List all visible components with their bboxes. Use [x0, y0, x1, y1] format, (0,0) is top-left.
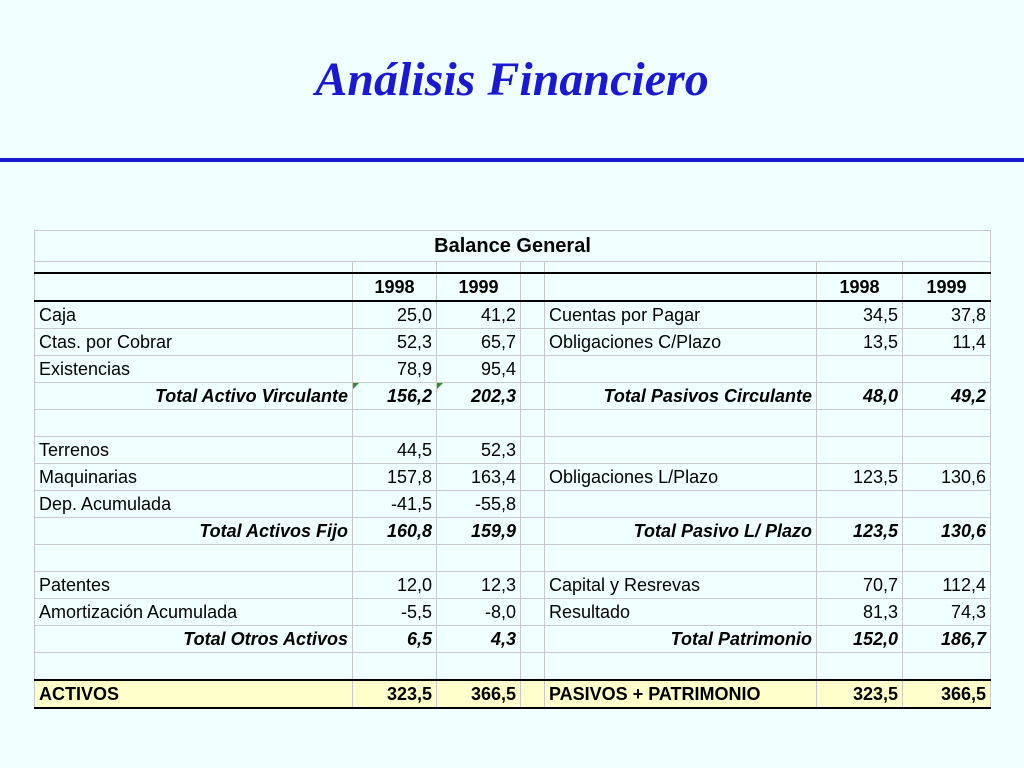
row-label: Total Activo Virculante [35, 383, 353, 410]
table-caption: Balance General [35, 231, 991, 262]
table-row [35, 356, 991, 383]
row-label: Total Patrimonio [545, 626, 817, 653]
row-label: Amortización Acumulada [35, 599, 353, 626]
row-label: Total Activos Fijo [35, 518, 353, 545]
grand-total-row [35, 680, 991, 708]
value-1998: 70,7 [817, 572, 903, 599]
value-1999: 11,4 [903, 329, 991, 356]
row-label: Total Pasivos Circulante [545, 383, 817, 410]
value-1998: 78,9 [353, 356, 437, 383]
value-1999: 65,7 [437, 329, 521, 356]
value-1999: 163,4 [437, 464, 521, 491]
row-label: Obligaciones C/Plazo [545, 329, 817, 356]
value-1998: -5,5 [353, 599, 437, 626]
row-label: Cuentas por Pagar [545, 301, 817, 329]
spacer-row [35, 262, 991, 274]
page-title: Análisis Financiero [315, 53, 709, 106]
value-1999: 4,3 [437, 626, 521, 653]
row-label: Obligaciones L/Plazo [545, 464, 817, 491]
value-1998: 6,5 [353, 626, 437, 653]
value-1998: 81,3 [817, 599, 903, 626]
row-label: Existencias [35, 356, 353, 383]
value-1998: 160,8 [353, 518, 437, 545]
table-caption-row [35, 231, 991, 262]
value-1998: 25,0 [353, 301, 437, 329]
balance-sheet-table [34, 230, 991, 709]
value-1998: 157,8 [353, 464, 437, 491]
row-label: Terrenos [35, 437, 353, 464]
value-1998: 323,5 [817, 680, 903, 708]
value-1998: 34,5 [817, 301, 903, 329]
row-label: PASIVOS + PATRIMONIO [545, 680, 817, 708]
row-label: Capital y Resrevas [545, 572, 817, 599]
row-label: Maquinarias [35, 464, 353, 491]
value-1999: 186,7 [903, 626, 991, 653]
row-label: Caja [35, 301, 353, 329]
value-1999: 41,2 [437, 301, 521, 329]
value-1999: 95,4 [437, 356, 521, 383]
table-row [35, 491, 991, 518]
empty-row [35, 545, 991, 572]
value-1999: 159,9 [437, 518, 521, 545]
value-1999: 37,8 [903, 301, 991, 329]
value-1999: -8,0 [437, 599, 521, 626]
value-1998: 123,5 [817, 518, 903, 545]
value-1999: 74,3 [903, 599, 991, 626]
row-label: Ctas. por Cobrar [35, 329, 353, 356]
value-1998: 12,0 [353, 572, 437, 599]
value-1998: 156,2 [353, 383, 437, 410]
empty-row [35, 653, 991, 681]
value-1999: 12,3 [437, 572, 521, 599]
table-row [35, 599, 991, 626]
value-1998: 152,0 [817, 626, 903, 653]
subtotal-row [35, 518, 991, 545]
value-1998: 44,5 [353, 437, 437, 464]
row-label: Total Otros Activos [35, 626, 353, 653]
value-1999: 52,3 [437, 437, 521, 464]
subtotal-row [35, 383, 991, 410]
row-label: Resultado [545, 599, 817, 626]
year-header-row [35, 273, 991, 301]
value-1999: -55,8 [437, 491, 521, 518]
row-label: Dep. Acumulada [35, 491, 353, 518]
assets-year-1998: 1998 [353, 273, 437, 301]
value-1998: 13,5 [817, 329, 903, 356]
table-row [35, 437, 991, 464]
value-1998: 52,3 [353, 329, 437, 356]
table-row [35, 572, 991, 599]
table-row [35, 329, 991, 356]
value-1998: 123,5 [817, 464, 903, 491]
value-1999: 202,3 [437, 383, 521, 410]
value-1999: 366,5 [437, 680, 521, 708]
value-1999: 49,2 [903, 383, 991, 410]
empty-row [35, 410, 991, 437]
value-1999: 366,5 [903, 680, 991, 708]
value-1999: 130,6 [903, 464, 991, 491]
assets-year-1999: 1999 [437, 273, 521, 301]
liabilities-year-1999: 1999 [903, 273, 991, 301]
row-label: Patentes [35, 572, 353, 599]
value-1998: -41,5 [353, 491, 437, 518]
value-1999: 112,4 [903, 572, 991, 599]
table-row [35, 464, 991, 491]
value-1999: 130,6 [903, 518, 991, 545]
row-label: Total Pasivo L/ Plazo [545, 518, 817, 545]
value-1998: 323,5 [353, 680, 437, 708]
liabilities-year-1998: 1998 [817, 273, 903, 301]
title-underline [0, 158, 1024, 162]
value-1998: 48,0 [817, 383, 903, 410]
subtotal-row [35, 626, 991, 653]
row-label: ACTIVOS [35, 680, 353, 708]
table-row [35, 301, 991, 329]
